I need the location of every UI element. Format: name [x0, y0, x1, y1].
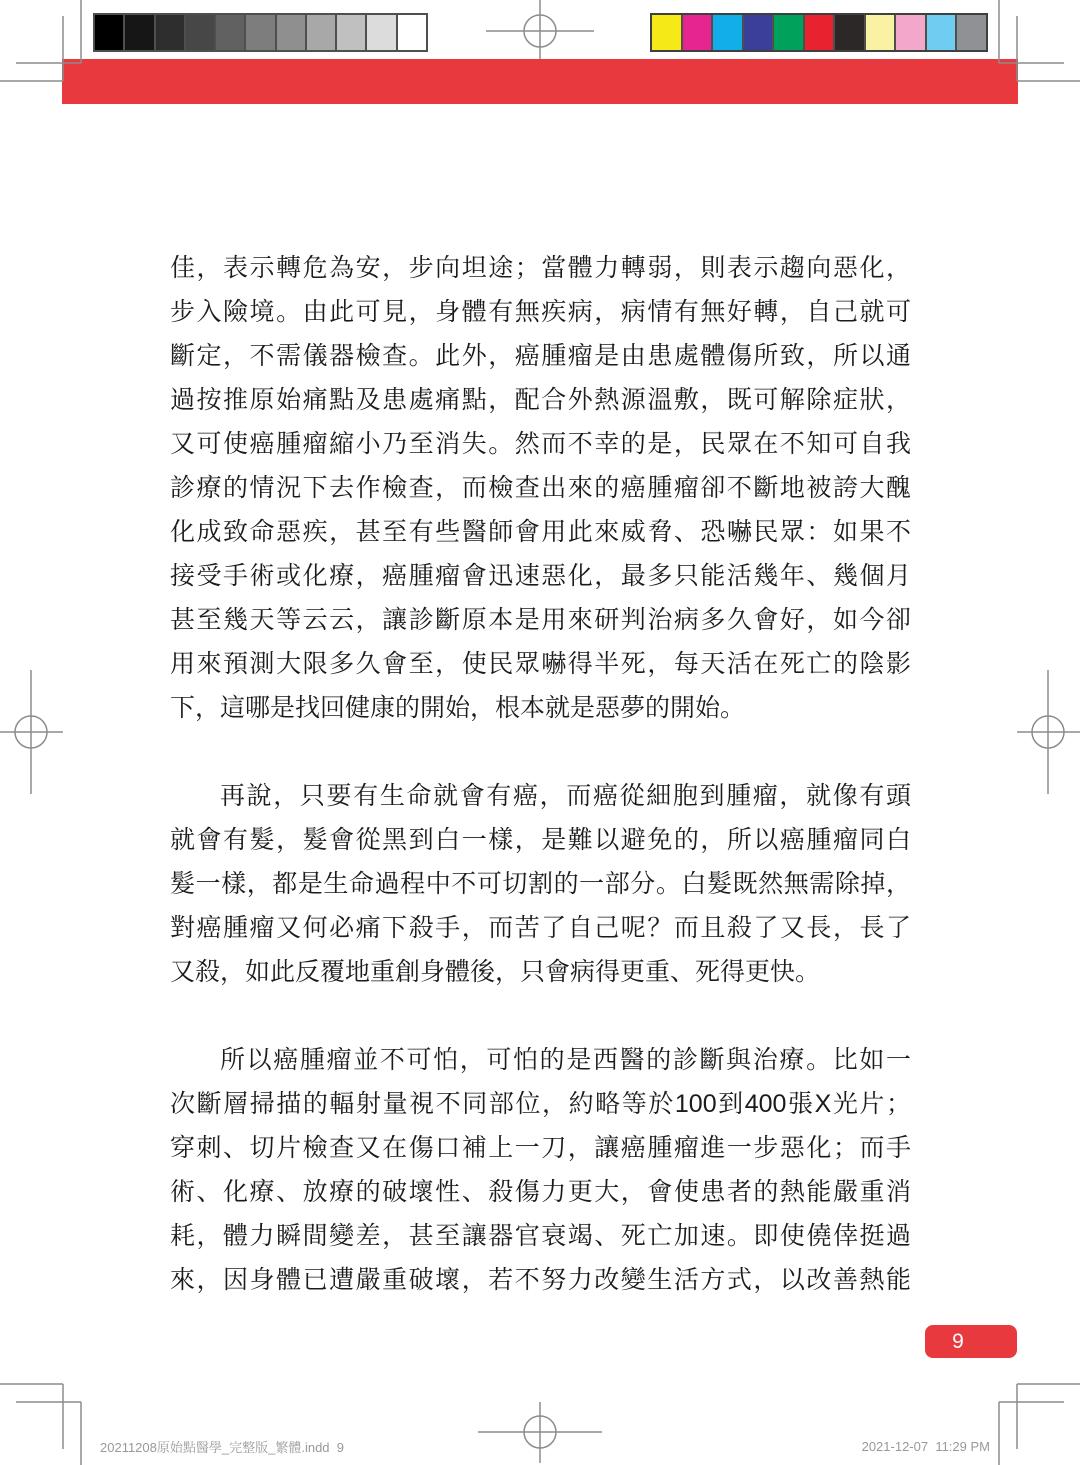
text-line: 對癌腫瘤又何必痛下殺手，而苦了自己呢？而且殺了又長，長了	[170, 914, 911, 942]
trim-mark-bottom-right	[999, 1384, 1080, 1465]
page-number-badge	[925, 1325, 1017, 1358]
trim-mark-bottom-left	[0, 1384, 81, 1465]
body-text	[170, 246, 911, 1346]
text-line: 接受手術或化療，癌腫瘤會迅速惡化，最多只能活幾年、幾個月	[170, 562, 911, 590]
registration-mark-left-center	[0, 670, 63, 794]
text-line: 斷定，不需儀器檢查。此外，癌腫瘤是由患處體傷所致，所以通	[170, 342, 911, 370]
text-line: 耗，體力瞬間變差，甚至讓器官衰竭、死亡加速。即使僥倖挺過	[170, 1222, 911, 1250]
paragraph-1	[170, 246, 911, 730]
text-line: 甚至幾天等云云，讓診斷原本是用來研判治病多久會好，如今卻	[170, 606, 911, 634]
text-line: 又殺，如此反覆地重創身體後，只會病得更重、死得更快。	[170, 958, 821, 986]
text-line: 佳，表示轉危為安，步向坦途；當體力轉弱，則表示趨向惡化，	[170, 254, 911, 282]
text-line: 次斷層掃描的輻射量視不同部位，約略等於100到400張X光片；	[170, 1090, 911, 1118]
text-line: 所以癌腫瘤並不可怕，可怕的是西醫的診斷與治療。比如一	[220, 1046, 911, 1074]
footer-timestamp: 2021-12-07 11:29 PM	[861, 1439, 990, 1454]
paragraph-2	[170, 774, 911, 994]
registration-mark-top-center	[486, 0, 594, 59]
registration-mark-right-center	[1017, 670, 1080, 794]
text-line: 下，這哪是找回健康的開始，根本就是惡夢的開始。	[170, 694, 746, 722]
text-line: 化成致命惡疾，甚至有些醫師會用此來威脅、恐嚇民眾：如果不	[170, 518, 911, 546]
text-line: 髮一樣，都是生命過程中不可切割的一部分。白髮既然無需除掉，	[170, 870, 911, 898]
registration-mark-bottom-center	[478, 1402, 602, 1463]
text-line: 穿刺、切片檢查又在傷口補上一刀，讓癌腫瘤進一步惡化；而手	[170, 1134, 911, 1162]
text-line: 再說，只要有生命就會有癌，而癌從細胞到腫瘤，就像有頭	[220, 782, 911, 810]
text-line: 過按推原始痛點及患處痛點，配合外熱源溫敷，既可解除症狀，	[170, 386, 911, 414]
footer-filename: 20211208原始點醫學_完整版_繁體.indd 9	[100, 1440, 344, 1455]
paragraph-3	[170, 1038, 911, 1302]
trim-mark-top-right	[999, 0, 1080, 81]
text-line: 又可使癌腫瘤縮小乃至消失。然而不幸的是，民眾在不知可自我	[170, 430, 911, 458]
text-line: 來，因身體已遭嚴重破壞，若不努力改變生活方式，以改善熱能	[170, 1266, 911, 1294]
page-number: 9	[952, 1329, 964, 1353]
text-line: 步入險境。由此可見，身體有無疾病，病情有無好轉，自己就可	[170, 298, 911, 326]
text-line: 診療的情況下去作檢查，而檢查出來的癌腫瘤卻不斷地被誇大醜	[170, 474, 911, 502]
text-line: 用來預測大限多久會至，使民眾嚇得半死，每天活在死亡的陰影	[170, 650, 911, 678]
text-line: 術、化療、放療的破壞性、殺傷力更大，會使患者的熱能嚴重消	[170, 1178, 911, 1206]
trim-mark-top-left	[0, 0, 81, 81]
text-line: 就會有髮，髮會從黑到白一樣，是難以避免的，所以癌腫瘤同白	[170, 826, 911, 854]
